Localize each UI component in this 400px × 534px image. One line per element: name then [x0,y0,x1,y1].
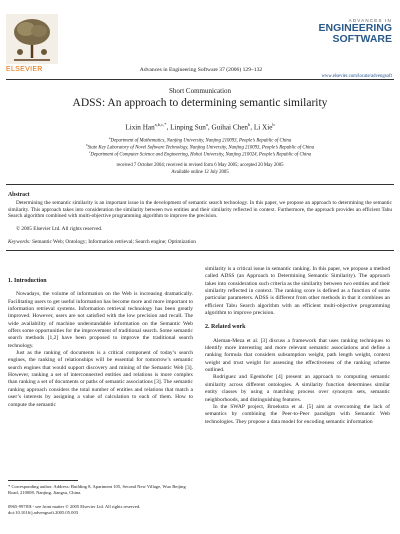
abstract-bottom-divider [6,250,394,251]
header-divider [6,79,394,80]
brand-line2: ENGINEERING [318,22,392,34]
introduction-paragraph: Nowadays, the volume of information on the Web is increasing dramatically. Facilitating users to get useful information has become more and more important to information retrieval systems. Information retrieval technology has been greatly improved. However, users are not satisfied with the low precision and recall. The wide availability of machine understandable information on the Semantic Web offers some opportunities for the improvement of traditional search. Some semantic search methods [1,2] have been proposed to improve the traditional search technology. [8,291,193,349]
footnote-divider [8,480,78,481]
journal-reference: Advances in Engineering Software 37 (2006) 129–132 [139,67,263,73]
author-name: Guihai Chen [211,123,249,132]
author-affiliation-mark: a [205,122,208,127]
author-name: Li Xie [253,123,273,132]
keywords [8,239,196,245]
related-work-paragraph: Rodriguez and Egenhofer [4] present an approach to computing semantic similarity across different ontologies. A similarity function determines similar entity classes by using a matching process over synonym sets, semantic neighborhoods, and distinguishing features. [205,374,390,403]
paper-title: ADSS: An approach to determining semantic similarity [72,97,328,109]
affiliation-mark: c [88,150,91,154]
journal-brand [318,18,392,45]
section-heading-introduction: 1. Introduction [8,278,47,284]
author-affiliation-mark: a,b,c,* [154,122,167,127]
affiliation-mark: b [85,143,88,147]
abstract-top-divider [6,184,394,185]
affiliation-text: Department of Mathematics, Nanjing University, Nanjing 210093, People’s Republic of China [110,138,292,144]
abstract-text: Determining the semantic similarity is an important issue in the development of semantic search technology. In this paper, we propose an approach to determining the semantic similarity. This approach takes into consideration the similarity between two entities and their similarity reflected in context. Furthermore, the approach provides an efficient Tabu Search algorithm combined with multi-objective programming algorithm to improve the precision. [8,200,392,220]
available-online-date: Available online 12 July 2005 [171,170,229,175]
affiliation-mark: a [108,136,111,140]
author-name: Lixin Han [125,123,155,132]
author-list: Lixin Han$^{a,b,c,*}$, Linping Sun$^a$, Guihai Chen$^b$, Li Xie$^b$ [125,122,275,132]
received-dates: received 7 October 2004; received in revised form 6 May 2005; accepted 20 May 2005 [116,163,284,168]
affiliation-text: Department of Computer Science and Engineering, Hohai University, Nanjing 210024, People’s Republic of China [90,152,312,158]
article-type: Short Communication [168,87,232,95]
introduction-paragraph: Just as the ranking of documents is a critical component of today’s search engines, the ranking of relationships will be essential for tomorrow’s semantic search engines that would support discovery and mining of the Semantic Web [3]. However, ranking a set of interconnected entities and relations is more complex than ranking a set of documents or paths of semantic associations [3]. The semantic ranking approach considers the total number of entities and relations that match a user’s interests by assigning a value of calculation to each of them. How to compute the semantic [8,350,193,408]
author-name: Linping Sun [170,123,206,132]
affiliation [0,150,400,158]
doi-link[interactable]: doi:10.1016/j.advengsoft.2005.05.003 [8,510,79,515]
issn-line: 0965-9978/$ - see front matter © 2005 Elsevier Ltd. All rights reserved. [8,504,141,509]
introduction-continued-paragraph: similarity is a critical issue in semantic ranking. In this paper, we propose a method called ADSS (an Approach to Determining Semantic Similarity). The approach takes into consideration such criteria as the similarity between two entities and their similarity reflected in context. The ranking score is defined as a function of some particular parameters. ADSS is different from other methods in that it combines an efficient Tabu Search algorithm with an efficient multi-objective programming algorithm to improve precision. [205,266,390,317]
corresponding-author-footnote: * Corresponding author. Address: Building 8, Apartment 105, Second New Village, Wuo Beijing Road, 210008, Nanjing, Jiangsu, China. [8,484,186,495]
affiliation-text: State Key Laboratory of Novel Software Technology, Nanjing University, Nanjing 210093, People’s Republic of China [87,145,315,151]
left-column [8,278,193,409]
section-heading-related-work: 2. Related work [205,324,246,331]
keywords-list: Semantic Web; Ontology; Information retrieval; Search engine; Optimization [32,239,196,245]
journal-url-link[interactable]: www.elsevier.com/locate/advengsoft [321,74,392,79]
brand-line1: ADVANCES IN [348,18,392,23]
brand-line3: SOFTWARE [332,33,392,45]
elsevier-tree-logo [6,14,58,64]
keywords-label: Keywords: [8,239,31,245]
author-affiliation-mark: b [272,122,275,127]
publisher-name: ELSEVIER [6,66,43,73]
related-work-paragraph: In the SWAP project, Broekstra et al. [5] aim at overcoming the lack of semantics by combining the Peer-to-Peer paradigm with Semantic Web technologies. They propose a data model for encoding semantic information [205,403,390,425]
copyright-notice: © 2005 Elsevier Ltd. All rights reserved. [16,226,103,232]
related-work-paragraph: Aleman-Meza et al. [3] discuss a framework that uses ranking techniques to identify more interesting and more relevant semantic associations and define a ranking formula that considers subsumption weight, path length weight, context weight and trust weight for assessing the effectiveness of the ranking scheme outlined. [205,337,390,374]
author-affiliation-mark: b [248,122,251,127]
abstract-heading: Abstract [8,192,30,198]
issn-doi-block [8,504,193,516]
right-column [205,266,390,426]
